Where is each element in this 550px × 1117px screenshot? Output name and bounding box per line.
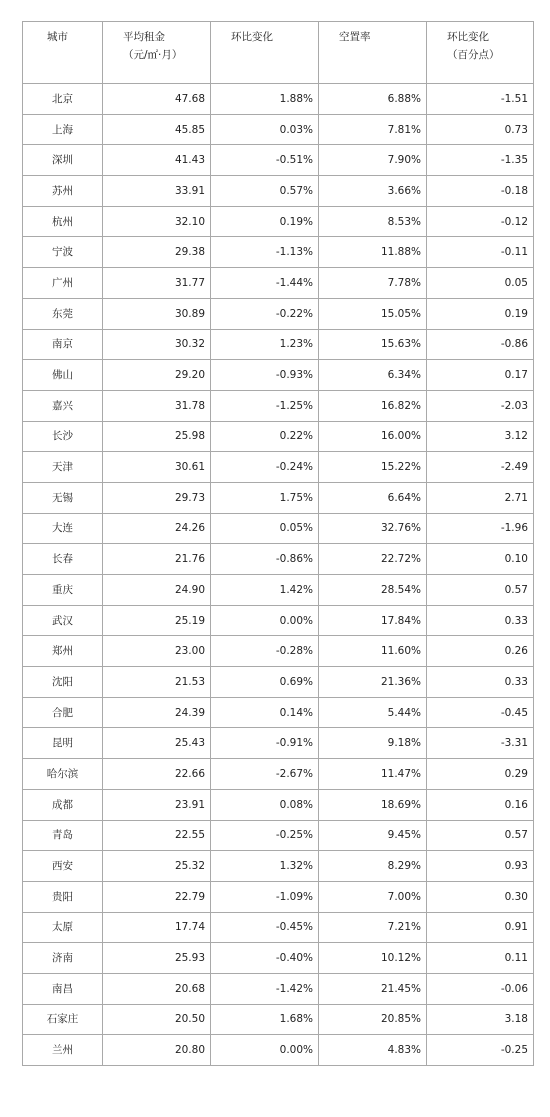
cell-city: 南昌 <box>23 973 103 1004</box>
cell-rent-change: 0.03% <box>211 114 319 145</box>
cell-rent-change: -0.22% <box>211 298 319 329</box>
header-vacancy-rate-label: 空置率 <box>339 31 371 43</box>
cell-vacancy-change: 0.91 <box>427 912 534 943</box>
table-row <box>23 390 534 421</box>
cell-avg-rent: 23.91 <box>103 789 211 820</box>
table-row <box>23 667 534 698</box>
table-row <box>23 482 534 513</box>
table-row <box>23 697 534 728</box>
cell-vacancy-change: -3.31 <box>427 728 534 759</box>
table-body <box>23 84 534 1066</box>
cell-rent-change: -0.86% <box>211 544 319 575</box>
cell-avg-rent: 30.32 <box>103 329 211 360</box>
cell-city: 济南 <box>23 943 103 974</box>
cell-vacancy-change: 0.33 <box>427 605 534 636</box>
cell-vacancy-change: 0.10 <box>427 544 534 575</box>
cell-rent-change: 1.68% <box>211 1004 319 1035</box>
cell-vacancy-change: 0.29 <box>427 759 534 790</box>
cell-avg-rent: 32.10 <box>103 206 211 237</box>
cell-avg-rent: 21.53 <box>103 667 211 698</box>
cell-vacancy-change: 2.71 <box>427 482 534 513</box>
cell-rent-change: 0.05% <box>211 513 319 544</box>
cell-city: 宁波 <box>23 237 103 268</box>
cell-avg-rent: 29.38 <box>103 237 211 268</box>
cell-vacancy-change: -2.03 <box>427 390 534 421</box>
header-avg-rent-label: 平均租金 <box>123 31 165 43</box>
cell-vacancy-change: -1.35 <box>427 145 534 176</box>
table-row <box>23 176 534 207</box>
cell-avg-rent: 24.90 <box>103 575 211 606</box>
cell-vacancy-change: -1.96 <box>427 513 534 544</box>
cell-vacancy-rate: 8.29% <box>319 851 427 882</box>
cell-vacancy-change: 3.18 <box>427 1004 534 1035</box>
table-row <box>23 789 534 820</box>
header-vacancy-change-label: 环比变化 <box>447 31 489 43</box>
cell-rent-change: -0.45% <box>211 912 319 943</box>
cell-vacancy-change: 3.12 <box>427 421 534 452</box>
cell-rent-change: -0.51% <box>211 145 319 176</box>
cell-city: 太原 <box>23 912 103 943</box>
cell-rent-change: 1.23% <box>211 329 319 360</box>
cell-vacancy-rate: 6.34% <box>319 360 427 391</box>
cell-rent-change: 0.57% <box>211 176 319 207</box>
cell-avg-rent: 47.68 <box>103 84 211 115</box>
cell-vacancy-rate: 7.90% <box>319 145 427 176</box>
cell-city: 南京 <box>23 329 103 360</box>
table-row <box>23 298 534 329</box>
cell-rent-change: 0.00% <box>211 1035 319 1066</box>
cell-vacancy-change: 0.57 <box>427 820 534 851</box>
cell-vacancy-rate: 9.18% <box>319 728 427 759</box>
cell-city: 广州 <box>23 268 103 299</box>
header-avg-rent <box>103 22 211 84</box>
cell-city: 武汉 <box>23 605 103 636</box>
cell-avg-rent: 24.39 <box>103 697 211 728</box>
header-avg-rent-unit: （元/㎡·月） <box>123 49 183 61</box>
table-row <box>23 114 534 145</box>
table-row <box>23 360 534 391</box>
header-city <box>23 22 103 84</box>
cell-vacancy-rate: 11.47% <box>319 759 427 790</box>
cell-city: 郑州 <box>23 636 103 667</box>
table-row <box>23 206 534 237</box>
cell-vacancy-rate: 9.45% <box>319 820 427 851</box>
cell-vacancy-change: 0.11 <box>427 943 534 974</box>
cell-vacancy-change: -2.49 <box>427 452 534 483</box>
cell-rent-change: -0.93% <box>211 360 319 391</box>
cell-avg-rent: 25.32 <box>103 851 211 882</box>
header-vacancy-change <box>427 22 534 84</box>
cell-rent-change: 1.75% <box>211 482 319 513</box>
cell-vacancy-rate: 8.53% <box>319 206 427 237</box>
cell-vacancy-change: 0.16 <box>427 789 534 820</box>
cell-rent-change: 1.88% <box>211 84 319 115</box>
cell-vacancy-change: 0.73 <box>427 114 534 145</box>
cell-avg-rent: 25.19 <box>103 605 211 636</box>
cell-rent-change: -1.13% <box>211 237 319 268</box>
table-row <box>23 943 534 974</box>
cell-avg-rent: 22.66 <box>103 759 211 790</box>
cell-vacancy-change: -0.25 <box>427 1035 534 1066</box>
cell-city: 佛山 <box>23 360 103 391</box>
cell-city: 合肥 <box>23 697 103 728</box>
cell-vacancy-rate: 15.22% <box>319 452 427 483</box>
cell-rent-change: -1.44% <box>211 268 319 299</box>
cell-city: 昆明 <box>23 728 103 759</box>
cell-avg-rent: 29.20 <box>103 360 211 391</box>
table-row <box>23 973 534 1004</box>
cell-rent-change: 0.08% <box>211 789 319 820</box>
cell-avg-rent: 25.93 <box>103 943 211 974</box>
cell-vacancy-change: 0.57 <box>427 575 534 606</box>
header-rent-change <box>211 22 319 84</box>
cell-vacancy-rate: 16.00% <box>319 421 427 452</box>
cell-rent-change: 1.42% <box>211 575 319 606</box>
cell-vacancy-rate: 17.84% <box>319 605 427 636</box>
cell-rent-change: -2.67% <box>211 759 319 790</box>
cell-rent-change: -1.25% <box>211 390 319 421</box>
cell-avg-rent: 45.85 <box>103 114 211 145</box>
header-city-label: 城市 <box>47 31 68 43</box>
cell-city: 天津 <box>23 452 103 483</box>
cell-vacancy-change: 0.30 <box>427 881 534 912</box>
cell-vacancy-rate: 28.54% <box>319 575 427 606</box>
cell-city: 东莞 <box>23 298 103 329</box>
cell-rent-change: -0.28% <box>211 636 319 667</box>
cell-vacancy-rate: 32.76% <box>319 513 427 544</box>
table-row <box>23 912 534 943</box>
cell-city: 长春 <box>23 544 103 575</box>
table-row <box>23 851 534 882</box>
cell-vacancy-change: 0.05 <box>427 268 534 299</box>
cell-rent-change: 0.19% <box>211 206 319 237</box>
cell-vacancy-rate: 15.63% <box>319 329 427 360</box>
cell-vacancy-rate: 15.05% <box>319 298 427 329</box>
cell-vacancy-rate: 20.85% <box>319 1004 427 1035</box>
cell-rent-change: 0.00% <box>211 605 319 636</box>
cell-avg-rent: 17.74 <box>103 912 211 943</box>
cell-rent-change: -1.42% <box>211 973 319 1004</box>
cell-city: 杭州 <box>23 206 103 237</box>
table-row <box>23 237 534 268</box>
cell-vacancy-change: 0.19 <box>427 298 534 329</box>
table-row <box>23 1004 534 1035</box>
cell-rent-change: 0.14% <box>211 697 319 728</box>
cell-city: 北京 <box>23 84 103 115</box>
table-row <box>23 820 534 851</box>
cell-vacancy-change: -1.51 <box>427 84 534 115</box>
cell-city: 上海 <box>23 114 103 145</box>
table-row <box>23 329 534 360</box>
cell-city: 苏州 <box>23 176 103 207</box>
cell-rent-change: 1.32% <box>211 851 319 882</box>
cell-avg-rent: 22.55 <box>103 820 211 851</box>
cell-city: 兰州 <box>23 1035 103 1066</box>
cell-avg-rent: 29.73 <box>103 482 211 513</box>
cell-vacancy-change: 0.93 <box>427 851 534 882</box>
table-row <box>23 605 534 636</box>
cell-vacancy-rate: 21.45% <box>319 973 427 1004</box>
cell-city: 无锡 <box>23 482 103 513</box>
cell-vacancy-rate: 18.69% <box>319 789 427 820</box>
table-row <box>23 421 534 452</box>
cell-avg-rent: 25.43 <box>103 728 211 759</box>
cell-avg-rent: 20.50 <box>103 1004 211 1035</box>
cell-vacancy-rate: 7.81% <box>319 114 427 145</box>
header-rent-change-label: 环比变化 <box>231 31 273 43</box>
cell-city: 石家庄 <box>23 1004 103 1035</box>
cell-avg-rent: 33.91 <box>103 176 211 207</box>
table-row <box>23 452 534 483</box>
table-row <box>23 575 534 606</box>
cell-vacancy-rate: 11.60% <box>319 636 427 667</box>
cell-vacancy-rate: 6.88% <box>319 84 427 115</box>
cell-vacancy-change: -0.86 <box>427 329 534 360</box>
cell-avg-rent: 20.80 <box>103 1035 211 1066</box>
header-row <box>23 22 534 84</box>
cell-vacancy-change: 0.33 <box>427 667 534 698</box>
cell-city: 长沙 <box>23 421 103 452</box>
cell-city: 重庆 <box>23 575 103 606</box>
cell-avg-rent: 31.78 <box>103 390 211 421</box>
cell-city: 大连 <box>23 513 103 544</box>
cell-city: 深圳 <box>23 145 103 176</box>
header-vacancy-rate <box>319 22 427 84</box>
table-row <box>23 881 534 912</box>
cell-city: 嘉兴 <box>23 390 103 421</box>
cell-rent-change: 0.69% <box>211 667 319 698</box>
cell-city: 贵阳 <box>23 881 103 912</box>
cell-vacancy-rate: 7.78% <box>319 268 427 299</box>
cell-avg-rent: 41.43 <box>103 145 211 176</box>
cell-city: 沈阳 <box>23 667 103 698</box>
cell-rent-change: -0.25% <box>211 820 319 851</box>
cell-rent-change: -0.91% <box>211 728 319 759</box>
cell-rent-change: 0.22% <box>211 421 319 452</box>
cell-vacancy-rate: 7.21% <box>319 912 427 943</box>
cell-vacancy-rate: 5.44% <box>319 697 427 728</box>
cell-avg-rent: 30.61 <box>103 452 211 483</box>
cell-avg-rent: 24.26 <box>103 513 211 544</box>
cell-avg-rent: 22.79 <box>103 881 211 912</box>
cell-vacancy-rate: 3.66% <box>319 176 427 207</box>
table-row <box>23 145 534 176</box>
table-row <box>23 759 534 790</box>
header-vacancy-change-unit: （百分点） <box>447 49 500 61</box>
cell-vacancy-change: 0.26 <box>427 636 534 667</box>
cell-avg-rent: 31.77 <box>103 268 211 299</box>
cell-vacancy-change: -0.18 <box>427 176 534 207</box>
cell-city: 哈尔滨 <box>23 759 103 790</box>
cell-vacancy-rate: 7.00% <box>319 881 427 912</box>
cell-vacancy-rate: 11.88% <box>319 237 427 268</box>
cell-vacancy-rate: 22.72% <box>319 544 427 575</box>
cell-vacancy-rate: 10.12% <box>319 943 427 974</box>
table-row <box>23 728 534 759</box>
table-row <box>23 84 534 115</box>
cell-avg-rent: 30.89 <box>103 298 211 329</box>
cell-vacancy-rate: 16.82% <box>319 390 427 421</box>
cell-avg-rent: 23.00 <box>103 636 211 667</box>
cell-city: 西安 <box>23 851 103 882</box>
cell-vacancy-rate: 4.83% <box>319 1035 427 1066</box>
table-row <box>23 1035 534 1066</box>
cell-vacancy-change: -0.06 <box>427 973 534 1004</box>
cell-vacancy-change: -0.11 <box>427 237 534 268</box>
cell-city: 成都 <box>23 789 103 820</box>
cell-vacancy-change: -0.12 <box>427 206 534 237</box>
table-row <box>23 544 534 575</box>
table-row <box>23 636 534 667</box>
table-row <box>23 268 534 299</box>
table-row <box>23 513 534 544</box>
cell-vacancy-rate: 6.64% <box>319 482 427 513</box>
cell-vacancy-change: -0.45 <box>427 697 534 728</box>
cell-rent-change: -0.40% <box>211 943 319 974</box>
cell-vacancy-rate: 21.36% <box>319 667 427 698</box>
cell-avg-rent: 21.76 <box>103 544 211 575</box>
cell-rent-change: -0.24% <box>211 452 319 483</box>
cell-vacancy-change: 0.17 <box>427 360 534 391</box>
rent-vacancy-table <box>22 21 534 1066</box>
cell-rent-change: -1.09% <box>211 881 319 912</box>
cell-avg-rent: 25.98 <box>103 421 211 452</box>
cell-city: 青岛 <box>23 820 103 851</box>
cell-avg-rent: 20.68 <box>103 973 211 1004</box>
